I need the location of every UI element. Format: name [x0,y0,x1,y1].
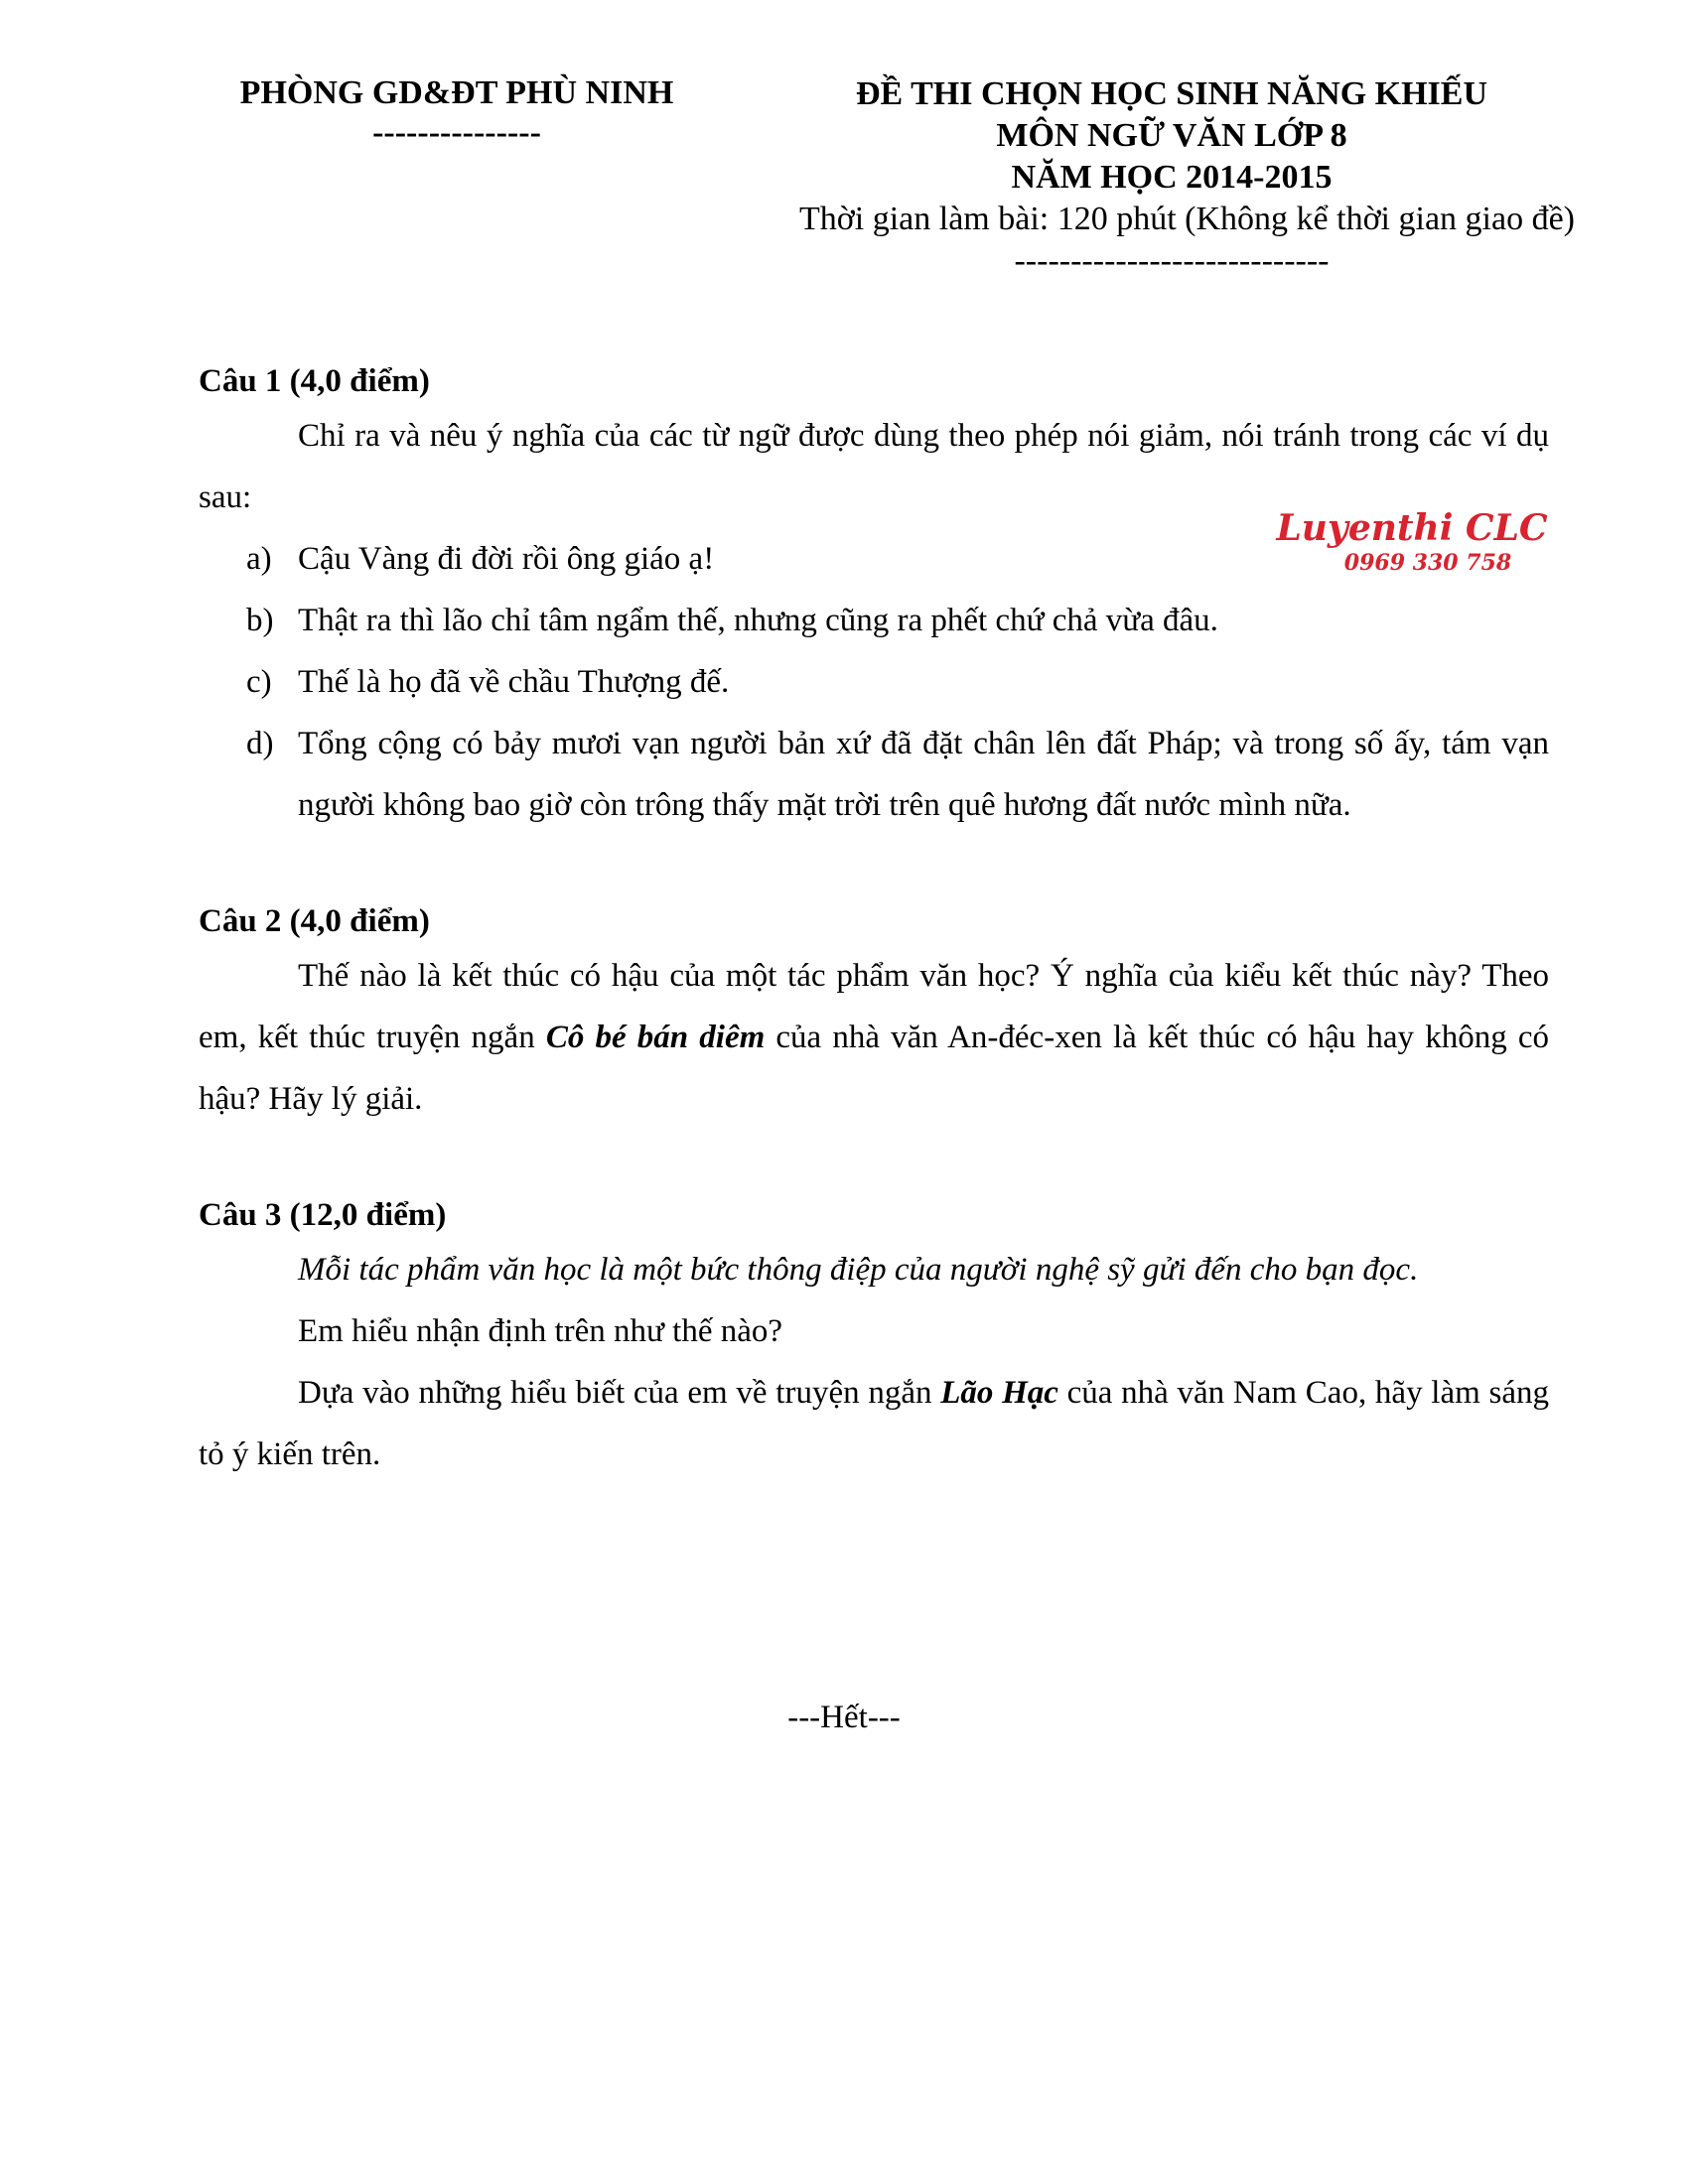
spacer [199,836,1549,897]
example-marker: d) [246,726,274,761]
example-text: Tổng cộng có bảy mươi vạn người bản xứ đã đặt chân lên đất Pháp; và trong số ấy, tám vạn người không bao giờ còn trông thấy mặt trời trên quê hương đất nước mình nữa. [298,726,1549,823]
question-3-task-1: Em hiểu nhận định trên như thế nào? [298,1313,783,1349]
example-marker: a) [246,541,272,577]
watermark-name: Luyenthi CLC [1276,507,1548,549]
question-3-task-2-after: của nhà văn Nam Cao, hãy làm sáng tỏ ý kiến trên. [199,1375,1549,1472]
exam-subject: MÔN NGỮ VĂN LỚP 8 [996,117,1347,154]
school-year: NĂM HỌC 2014-2015 [1011,159,1333,196]
time-note: Thời gian làm bài: 120 phút (Không kể thời gian giao đề) [799,201,1575,237]
question-2-text-before: Thế nào là kết thúc có hậu của một tác phẩm văn học? Ý nghĩa của kiểu kết thúc này? Theo em, kết thúc truyện ngắn [199,958,1549,1055]
example-text: Thật ra thì lão chỉ tâm ngẩm thế, nhưng cũng ra phết chứ chả vừa đâu. [298,603,1218,638]
header-right [735,73,1609,282]
watermark-phone: 0969 330 758 [1343,550,1512,576]
question-1 [199,357,1549,836]
question-2-work-title: Cô bé bán diêm [545,1020,766,1055]
question-3-task-2 [199,1362,1549,1485]
question-3-task-2-before: Dựa vào những hiểu biết của em về truyện ngắn [298,1375,941,1411]
example-text: Thế là họ đã về chầu Thượng đế. [298,664,730,700]
question-2-title: Câu 2 (4,0 điểm) [199,903,430,939]
example-item [199,651,1549,713]
question-3-work-title: Lão Hạc [940,1375,1058,1411]
question-2-text-after: của nhà văn An-đéc-xen là kết thúc có hậu hay không có hậu? Hãy lý giải. [199,1020,1549,1117]
example-item [199,713,1549,836]
example-marker: b) [246,603,274,638]
example-text: Cậu Vàng đi đời rồi ông giáo ạ! [298,541,715,577]
header-left [199,73,715,153]
question-3-quote: Mỗi tác phẩm văn học là một bức thông điệp của người nghệ sỹ gửi đến cho bạn đọc. [298,1252,1419,1288]
example-item [199,590,1549,651]
example-marker: c) [246,664,272,700]
exam-content [199,357,1549,1485]
title-rule: ---------------------------- [1014,242,1330,279]
question-1-prompt: Chỉ ra và nêu ý nghĩa của các từ ngữ được dùng theo phép nói giảm, nói tránh trong các ví dụ sau: [199,418,1549,515]
question-1-examples [199,528,1549,836]
department-name: PHÒNG GD&ĐT PHÙ NINH [239,74,674,111]
question-2-text [199,945,1549,1130]
spacer [199,1130,1549,1191]
exam-title: ĐỀ THI CHỌN HỌC SINH NĂNG KHIẾU [855,75,1488,112]
question-1-title: Câu 1 (4,0 điểm) [199,363,430,399]
department-rule: --------------- [372,114,541,151]
example-item [199,528,1549,590]
end-mark: ---Hết--- [787,1700,901,1735]
question-3-title: Câu 3 (12,0 điểm) [199,1197,447,1233]
question-3 [199,1191,1549,1485]
question-2 [199,897,1549,1130]
